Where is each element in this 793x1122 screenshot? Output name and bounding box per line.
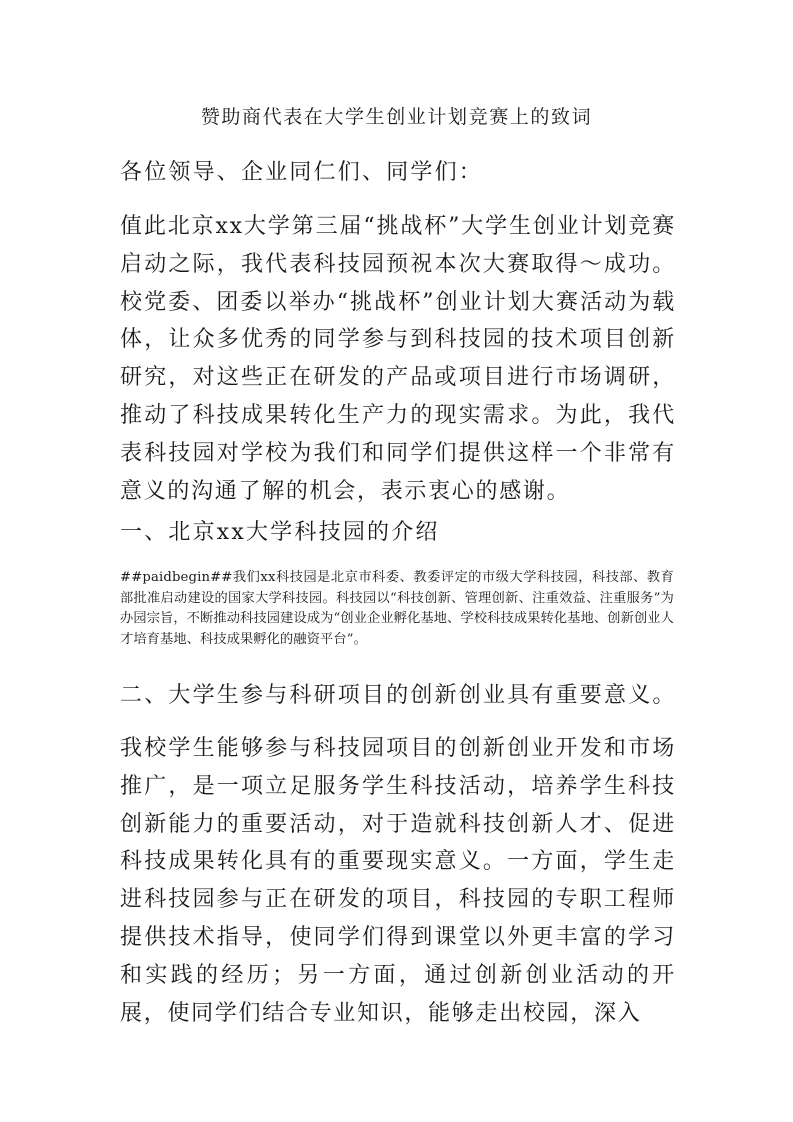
section-heading-2: 二、大学生参与科研项目的创新创业具有重要意义。 [120,683,677,708]
paragraph-opening: 值此北京xx大学第三届“挑战杯”大学生创业计划竞赛启动之际，我代表科技园预祝本次大赛取得～成功。校党委、团委以举办“挑战杯”创业计划大赛活动为载体，让众多优秀的同学参与到科技园的技术项目创新研究，对这些正在研发的产品或项目进行市场调研，推动了科技成果转化生产力的现实需求。为此，我代表科技园对学校为我们和同学们提供这样一个非常有意义的沟通了解的机会，表示衷心的感谢。 [120,214,676,504]
section-heading-1: 一、北京xx大学科技园的介绍 [120,520,440,545]
document-title: 赞助商代表在大学生创业计划竞赛上的致词 [200,106,593,128]
paragraph-science-park-intro: ##paidbegin##我们xx科技园是北京市科委、教委评定的市级大学科技园，科技部、教育部批准启动建设的国家大学科技园。科技园以“科技创新、管理创新、注重效益、注重服务”为办园宗旨，不断推动科技园建设成为“创业企业孵化基地、学校科技成果转化基地、创新创业人才培育基地、科技成果孵化的融资平台”。 [120,570,674,647]
salutation: 各位领导、企业同仁们、同学们： [120,160,484,185]
paragraph-significance: 我校学生能够参与科技园项目的创新创业开发和市场推广，是一项立足服务学生科技活动，培养学生科技创新能力的重要活动，对于造就科技创新人才、促进科技成果转化具有的重要现实意义。一方面，学生走进科技园参与正在研发的项目，科技园的专职工程师提供技术指导，使同学们得到课堂以外更丰富的学习和实践的经历；另一方面，通过创新创业活动的开展，使同学们结合专业知识，能够走出校园，深入 [120,736,676,1026]
